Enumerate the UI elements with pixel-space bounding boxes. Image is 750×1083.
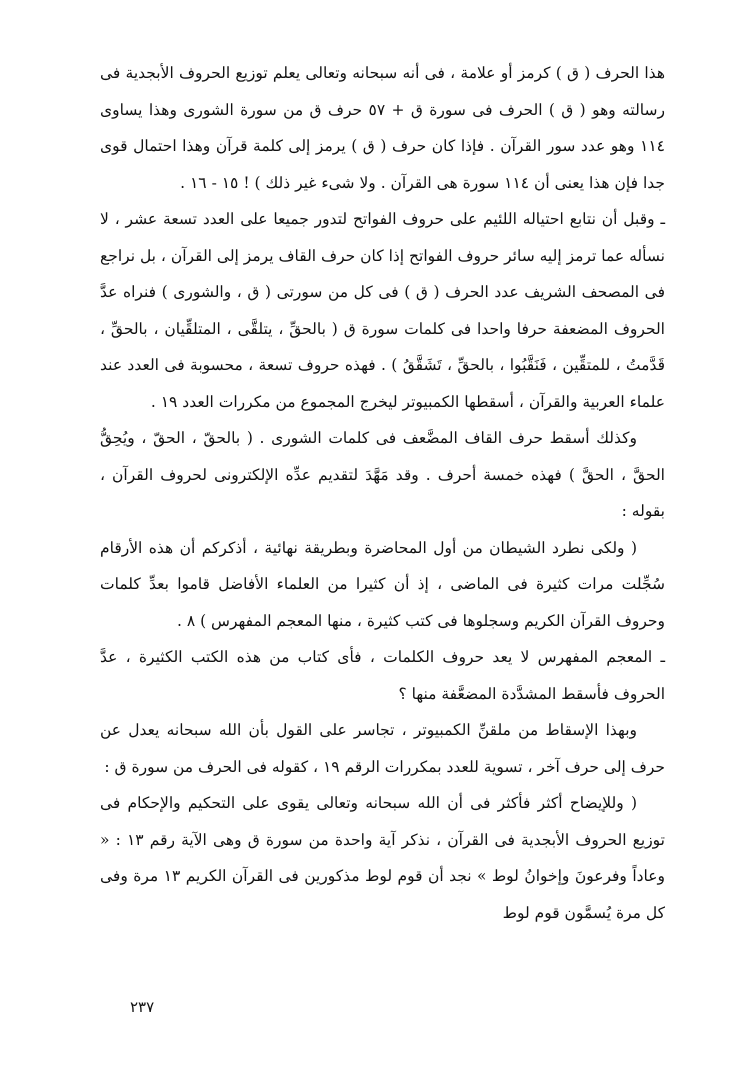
paragraph-5: ـ المعجم المفهرس لا يعد حروف الكلمات ، فأى كتاب من هذه الكتب الكثيرة ، عدَّ الحروف فأسقط المشدَّدة المضعَّفة منها ؟	[100, 648, 665, 703]
paragraph-3: وكذلك أسقط حرف القاف المضَّعف فى كلمات الشورى . ( بالحقّ ، الحقّ ، ويُحِقُّ الحقَّ ، الحقَّ ) فهذه خمسة أحرف . وقد مَهَّدَ لتقديم عدِّه الإلكترونى لحروف القرآن ، بقوله :	[100, 429, 665, 520]
paragraph-2: ـ وقبل أن نتابع احتياله اللئيم على حروف الفواتح لتدور جميعا على العدد تسعة عشر ، لا نسأله عما ترمز إليه سائر حروف الفواتح إذا كان حرف القاف يرمز إلى القرآن ، بل نراجع فى المصحف الشريف عدد الحرف ( ق ) فى كل من سورتى ( ق ، والشورى ) فنراه عدَّ الحروف المضعفة حرفا واحدا فى كلمات سورة ق ( بالحقِّ ، يتلقَّى ، المتلقِّيان ، بالحقِّ ، قَدَّمتُ ، للمتقِّين ، فَنَقَّبُوا ، بالحقِّ ، تَشَقَّقُ ) . فهذه حروف تسعة ، محسوبة فى العدد عند علماء العربية والقرآن ، أسقطها الكمبيوتر ليخرج المجموع من مكررات العدد ١٩ .	[100, 210, 665, 411]
page-number: ٢٣٧	[130, 998, 155, 1016]
paragraph-7: ( وللإيضاح أكثر فأكثر فى أن الله سبحانه وتعالى يقوى على التحكيم والإحكام فى توزيع الحروف الأبجدية فى القرآن ، نذكر آية واحدة من سورة ق وهى الآية رقم ١٣ : « وعاداً وفرعونَ وإخوانُ لوط » نجد أن قوم لوط مذكورين فى القرآن الكريم ١٣ مرة وفى كل مرة يُسمَّون قوم لوط	[100, 794, 665, 922]
paragraph-6: وبهذا الإسقاط من ملقنِّ الكمبيوتر ، تجاسر على القول بأن الله سبحانه يعدل عن حرف إلى حرف آخر ، تسوية للعدد بمكررات الرقم ١٩ ، كقوله فى الحرف من سورة ق :	[100, 721, 665, 776]
paragraph-4: ( ولكى نطرد الشيطان من أول المحاضرة وبطريقة نهائية ، أذكركم أن هذه الأرقام سُجِّلت مرات كثيرة فى الماضى ، إذ أن كثيرا من العلماء الأفاضل قاموا بعدِّ كلمات وحروف القرآن الكريم وسجلوها فى كتب كثيرة ، منها المعجم المفهرس ) ٨ .	[100, 538, 665, 630]
paragraph-1: هذا الحرف ( ق ) كرمز أو علامة ، فى أنه سبحانه وتعالى يعلم توزيع الحروف الأبجدية فى رسالته وهو ( ق ) الحرف فى سورة ق + ٥٧ حرف ق من سورة الشورى وهذا يساوى ١١٤ وهو عدد سور القرآن . فإذا كان حرف ( ق ) يرمز إلى كلمة قرآن وهذا احتمال قوى جدا فإن هذا يعنى أن ١١٤ سورة هى القرآن . ولا شىء غير ذلك ) ! ١٥ - ١٦ .	[100, 64, 666, 192]
page-body	[100, 55, 665, 975]
